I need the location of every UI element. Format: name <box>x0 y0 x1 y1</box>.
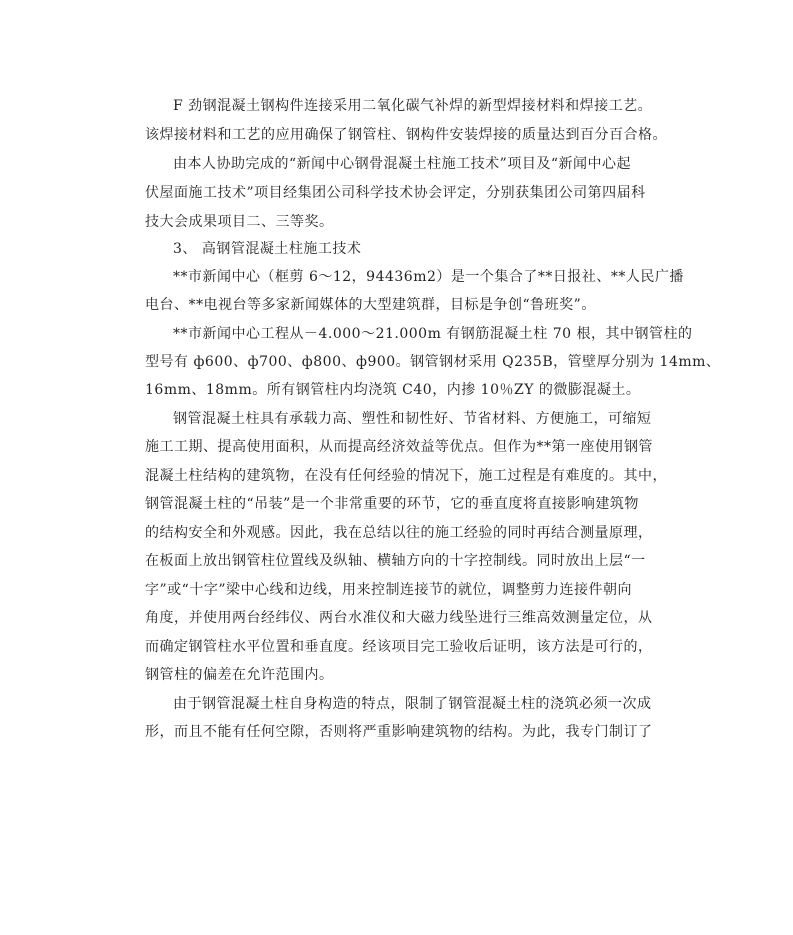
text-line: 字”或“十字”梁中心线和边线，用来控制连接节的就位，调整剪力连接件朝向 <box>145 582 632 598</box>
text-line: 角度，并使用两台经纬仪、两台水准仪和大磁力线坠进行三维高效测量定位，从 <box>145 610 653 626</box>
text-line: 型号有 ф600、ф700、ф800、ф900。钢管钢材采用 Q235B，管壁厚分别为 14mm、 <box>145 354 721 370</box>
text-line: 16mm、18mm。所有钢管柱内均浇筑 C40，内掺 10％ZY 的微膨混凝土。 <box>145 382 641 398</box>
text-line: 由本人协助完成的“新闻中心钢骨混凝土柱施工技术”项目及“新闻中心起 <box>173 156 631 172</box>
text-line: 电台、**电视台等多家新闻媒体的大型建筑群，目标是争创“鲁班奖”。 <box>145 297 596 313</box>
text-line: **市新闻中心工程从－4.000～21.000m 有钢筋混凝土柱 70 根，其中钢管柱的 <box>173 326 693 342</box>
text-line: 形，而且不能有任何空隙，否则将严重影响建筑物的结构。为此，我专门制订了 <box>145 724 653 740</box>
text-line: 伏屋面施工技术”项目经集团公司科学技术协会评定，分别获集团公司第四届科 <box>145 185 646 201</box>
text-line: 该焊接材料和工艺的应用确保了钢管柱、钢构件安装焊接的质量达到百分百合格。 <box>145 127 667 143</box>
text-line: F 劲钢混凝土钢构件连接采用二氧化碳气补焊的新型焊接材料和焊接工艺。 <box>173 98 653 114</box>
text-line: 在板面上放出钢管柱位置线及纵轴、横轴方向的十字控制线。同时放出上层“一 <box>145 553 646 569</box>
text-line: 而确定钢管柱水平位置和垂直度。经该项目完工验收后证明，该方法是可行的， <box>145 639 653 655</box>
text-line: **市新闻中心（框剪 6～12，94436m2）是一个集合了**日报社、**人民广播 <box>173 269 684 285</box>
text-line: 技大会成果项目二、三等奖。 <box>145 214 334 230</box>
text-line: 由于钢管混凝土柱自身构造的特点，限制了钢管混凝土柱的浇筑必须一次成 <box>173 696 652 712</box>
text-line: 钢管混凝土柱的“吊装”是一个非常重要的环节，它的垂直度将直接影响建筑物 <box>145 496 639 512</box>
section-heading: 3、 高钢管混凝土柱施工技术 <box>173 241 362 257</box>
text-line: 的结构安全和外观感。因此，我在总结以往的施工经验的同时再结合测量原理， <box>145 525 653 541</box>
text-line: 混凝土柱结构的建筑物，在没有任何经验的情况下，施工过程是有难度的。其中， <box>145 468 667 484</box>
text-line: 施工工期、提高使用面积，从而提高经济效益等优点。但作为**第一座使用钢管 <box>145 439 653 455</box>
text-line: 钢管混凝土柱具有承载力高、塑性和韧性好、节省材料、方便施工，可缩短 <box>173 411 652 427</box>
text-line: 钢管柱的偏差在允许范围内。 <box>145 667 334 683</box>
